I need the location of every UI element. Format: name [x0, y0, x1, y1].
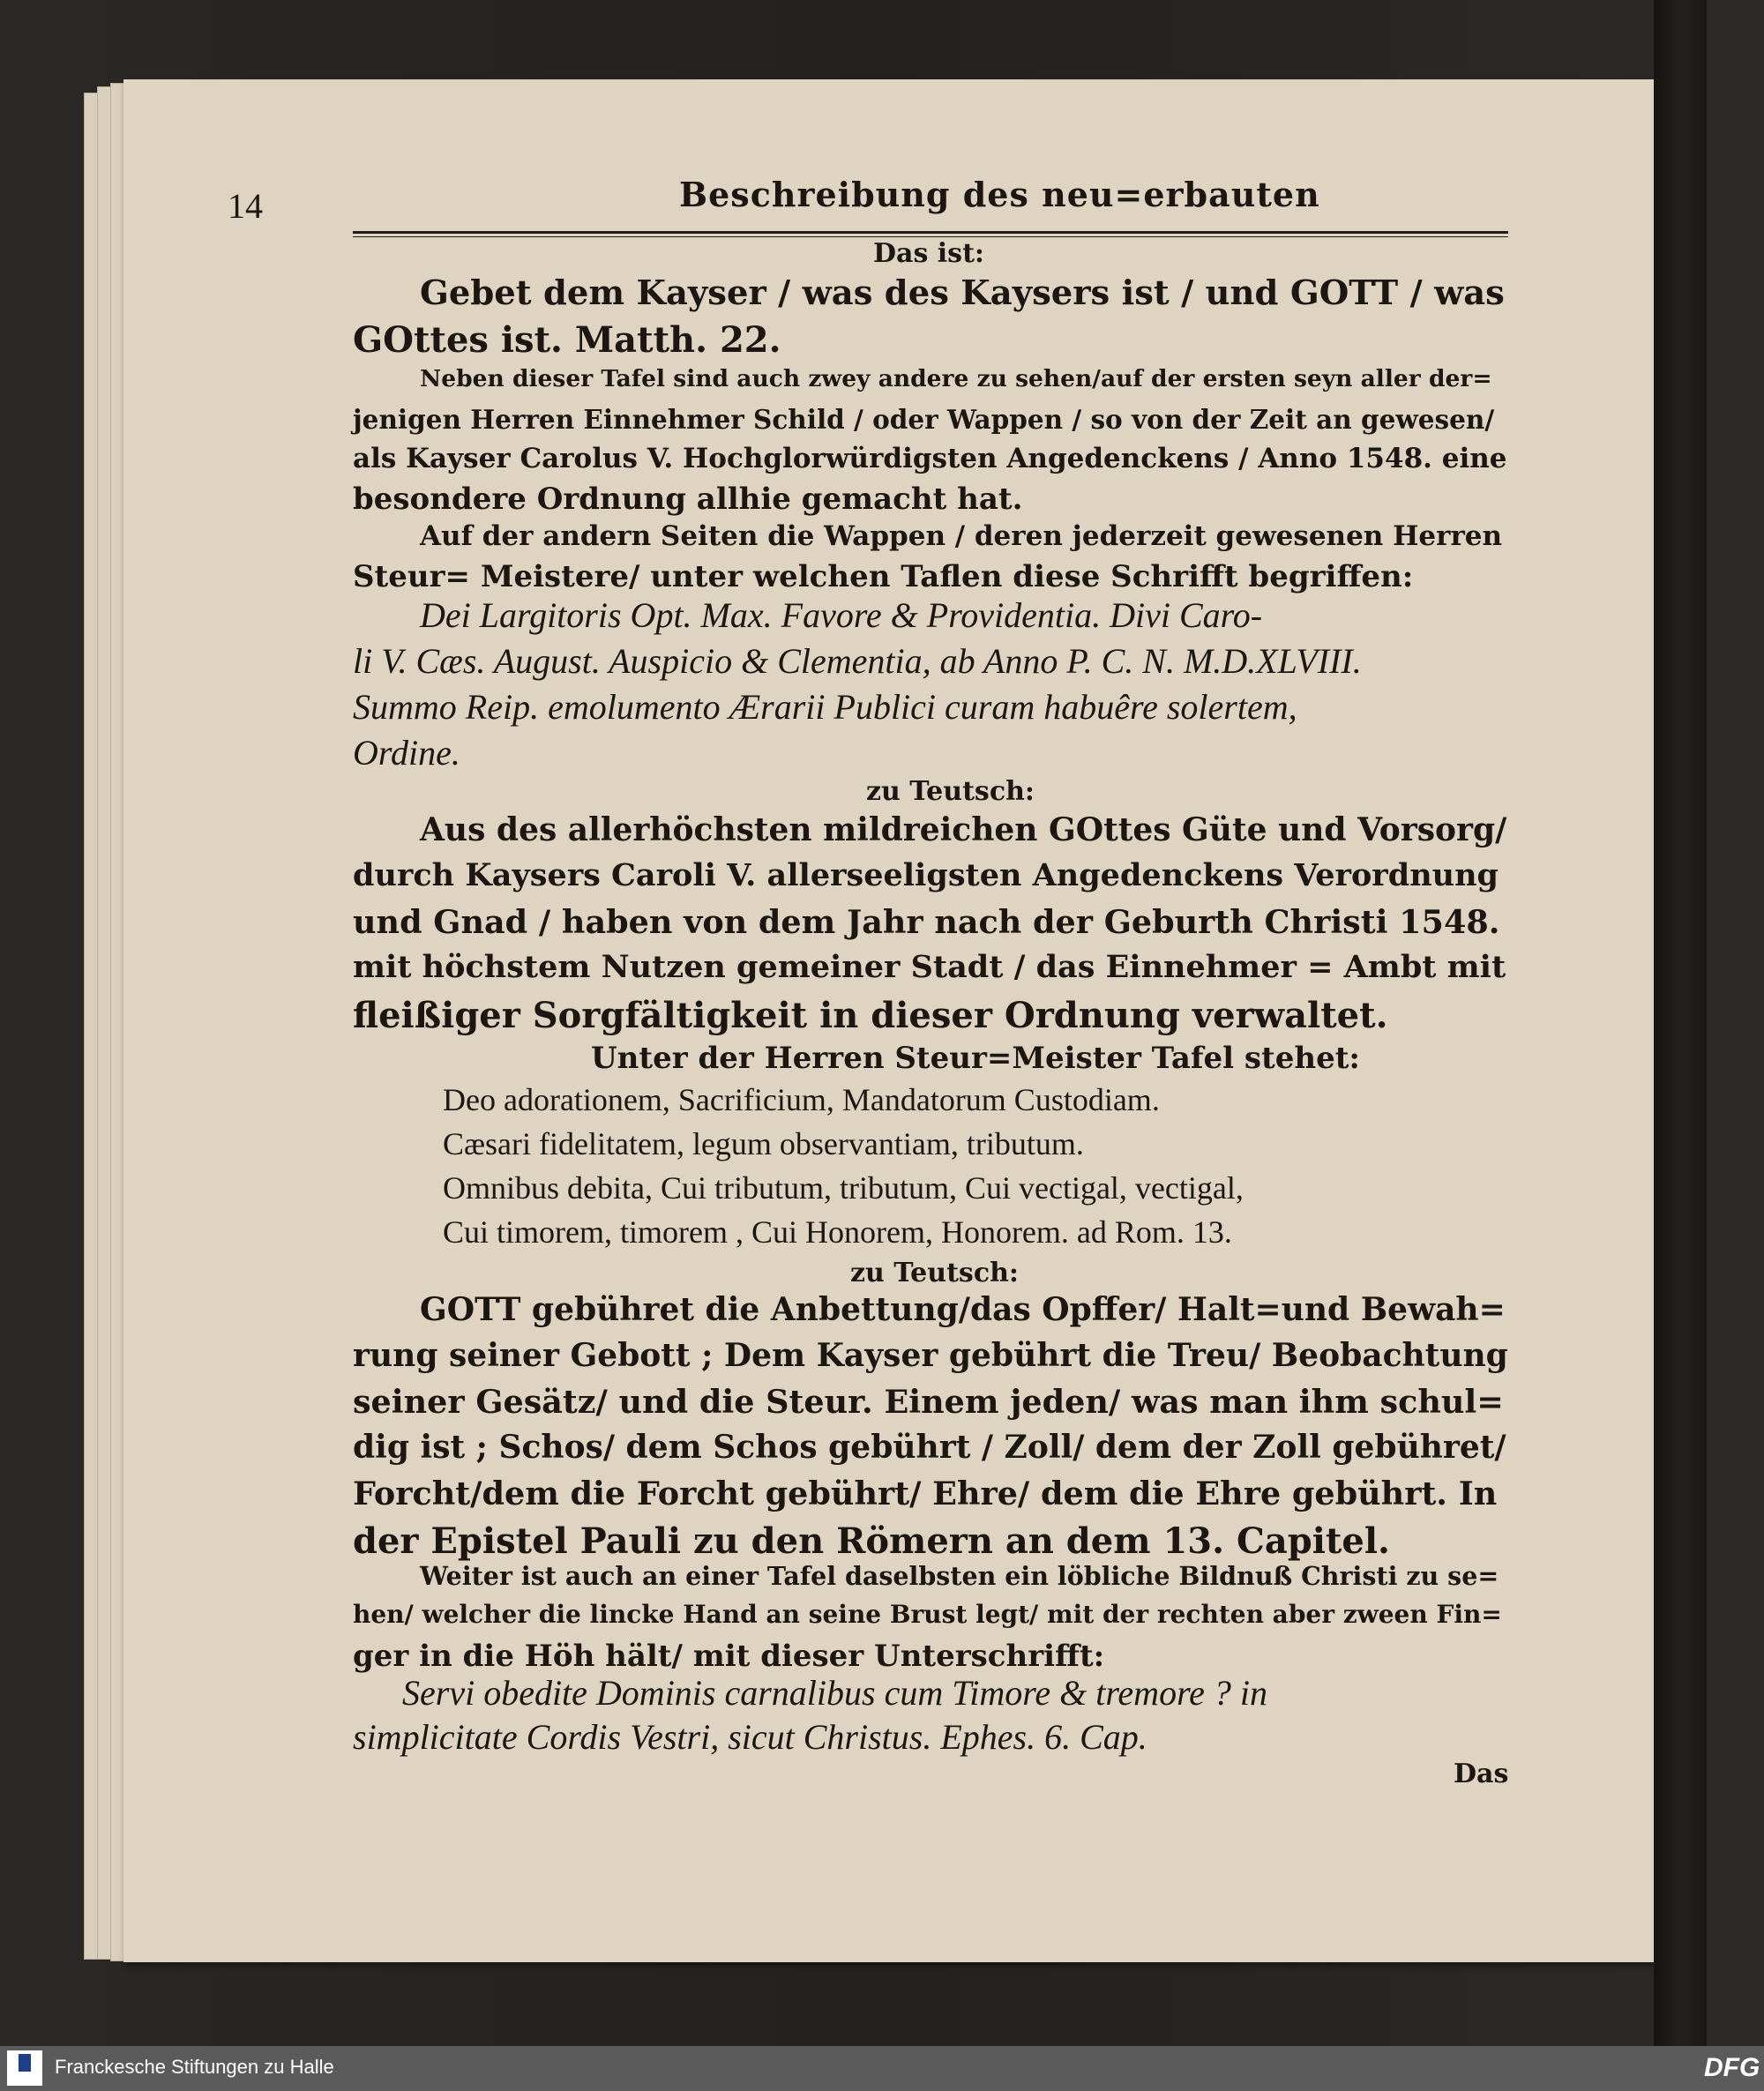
header-rule	[353, 231, 1508, 234]
latin-line: Dei Largitoris Opt. Max. Favore & Providentia. Divi Caro-	[420, 595, 1263, 635]
text-line: Neben dieser Tafel sind auch zwey andere zu sehen/auf der ersten seyn aller der=	[420, 365, 1492, 392]
catchword: Das	[1454, 1759, 1509, 1789]
text-line: Aus des allerhöchsten mildreichen GOttes Güte und Vorsorg/	[420, 811, 1507, 848]
latin-line: Deo adorationem, Sacrificium, Mandatorum Custodiam.	[443, 1082, 1160, 1117]
text-line: der Epistel Pauli zu den Römern an dem 13. Capitel.	[353, 1520, 1390, 1562]
latin-line: Ordine.	[353, 733, 460, 773]
dfg-logo: DFG	[1704, 2053, 1760, 2082]
text-line: seiner Gesätz/ und die Steur. Einem jeden/ was man ihm schul=	[353, 1383, 1504, 1421]
text-line: mit höchstem Nutzen gemeiner Stadt / das Einnehmer = Ambt mit	[353, 949, 1506, 985]
text-line: ger in die Höh hält/ mit dieser Unterschrifft:	[353, 1639, 1105, 1674]
text-line: besondere Ordnung allhie gemacht hat.	[353, 482, 1023, 517]
text-line: Steur= Meistere/ unter welchen Taflen diese Schrifft begriffen:	[353, 559, 1414, 594]
book-spine	[1654, 0, 1707, 2046]
institution-logo-mark	[19, 2054, 31, 2072]
latin-line: Omnibus debita, Cui tributum, tributum, Cui vectigal, vectigal,	[443, 1170, 1244, 1206]
text-line: Gebet dem Kayser / was des Kaysers ist / und GOTT / was	[420, 273, 1505, 313]
text-line: GOttes ist. Matth. 22.	[353, 319, 781, 361]
page-number: 14	[228, 186, 263, 226]
heading-zu-teutsch: zu Teutsch:	[850, 1258, 1019, 1288]
heading-zu-teutsch: zu Teutsch:	[866, 776, 1035, 807]
text-line: dig ist ; Schos/ dem Schos gebührt / Zoll/ dem der Zoll gebühret/	[353, 1429, 1506, 1466]
text-line: rung seiner Gebott ; Dem Kayser gebührt die Treu/ Beobachtung	[353, 1337, 1508, 1374]
running-head: Beschreibung des neu=erbauten	[679, 175, 1320, 214]
latin-line: li V. Cæs. August. Auspicio & Clementia, ab Anno P. C. N. M.D.XLVIII.	[353, 641, 1362, 681]
text-line: Weiter ist auch an einer Tafel daselbsten ein löbliche Bildnuß Christi zu se=	[420, 1561, 1499, 1591]
text-line: Forcht/dem die Forcht gebührt/ Ehre/ dem die Ehre gebührt. In	[353, 1475, 1498, 1512]
latin-line: simplicitate Cordis Vestri, sicut Christus. Ephes. 6. Cap.	[353, 1717, 1147, 1757]
institution-name: Franckesche Stiftungen zu Halle	[55, 2056, 334, 2078]
latin-line: Servi obedite Dominis carnalibus cum Timore & tremore ? in	[402, 1673, 1268, 1713]
text-line: fleißiger Sorgfältigkeit in dieser Ordnung verwaltet.	[353, 995, 1388, 1036]
text-line: hen/ welcher die lincke Hand an seine Brust legt/ mit der rechten aber zween Fin=	[353, 1600, 1502, 1629]
text-line: Auf der andern Seiten die Wappen / deren jederzeit gewesenen Herren	[420, 520, 1503, 552]
latin-line: Cui timorem, timorem , Cui Honorem, Honorem. ad Rom. 13.	[443, 1214, 1232, 1250]
latin-line: Cæsari fidelitatem, legum observantiam, tributum.	[443, 1126, 1084, 1161]
text-line: durch Kaysers Caroli V. allerseeligsten Angedenckens Verordnung	[353, 857, 1499, 893]
text-line: als Kayser Carolus V. Hochglorwürdigsten Angedenckens / Anno 1548. eine	[353, 443, 1507, 474]
heading-das-ist: Das ist:	[873, 238, 985, 269]
header-rule	[353, 236, 1508, 237]
heading-steur-meister: Unter der Herren Steur=Meister Tafel stehet:	[591, 1041, 1360, 1076]
text-line: jenigen Herren Einnehmer Schild / oder Wappen / so von der Zeit an gewesen/	[353, 404, 1495, 435]
latin-line: Summo Reip. emolumento Ærarii Publici curam habuêre solertem,	[353, 687, 1297, 727]
text-line: GOTT gebühret die Anbettung/das Opffer/ Halt=und Bewah=	[420, 1291, 1506, 1328]
text-line: und Gnad / haben von dem Jahr nach der Geburth Christi 1548.	[353, 903, 1500, 941]
